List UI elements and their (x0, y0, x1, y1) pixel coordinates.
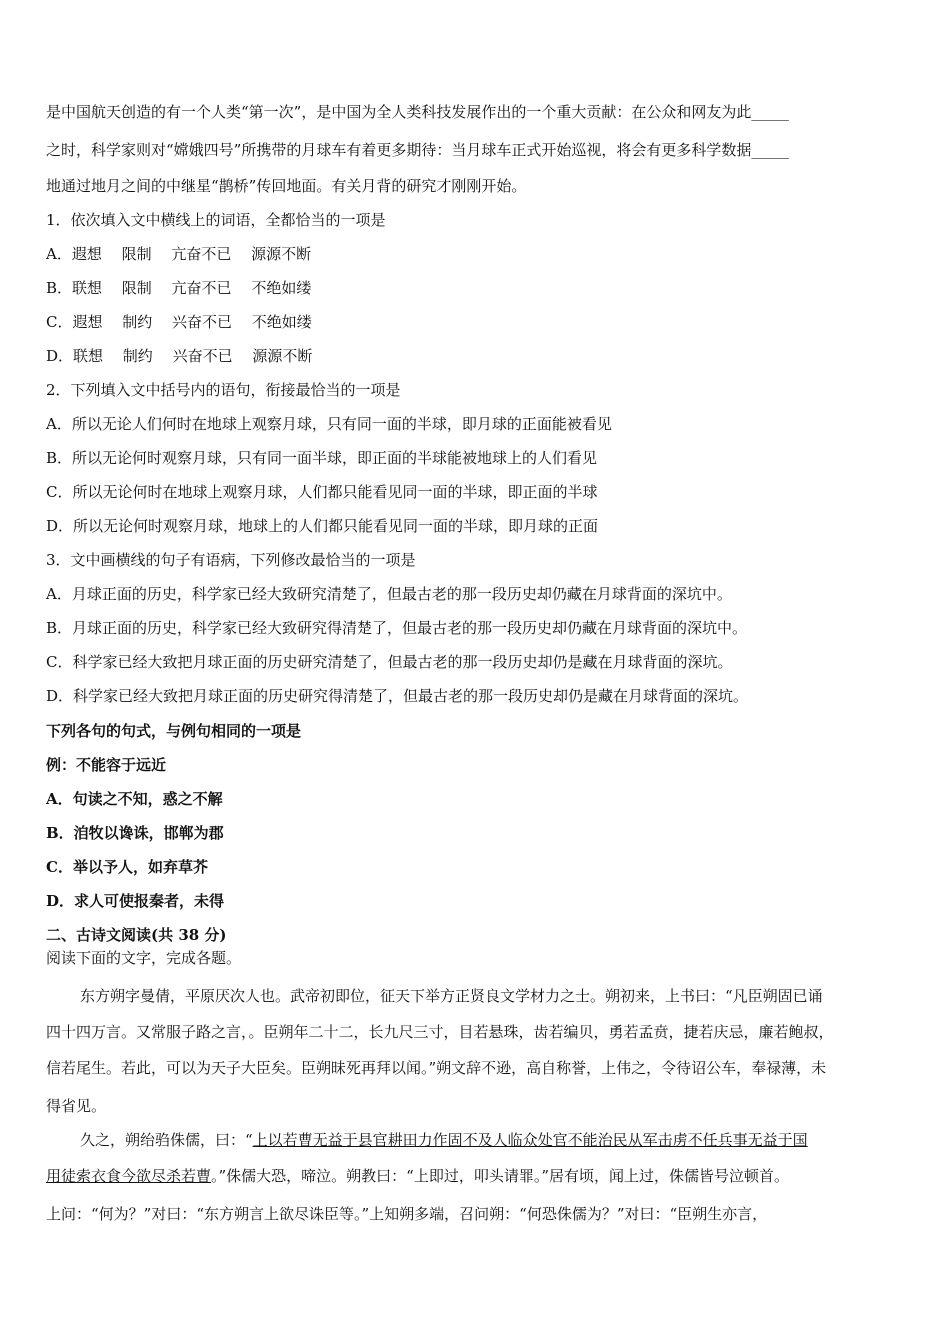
question-3-option-a: A．月球正面的历史，科学家已经大致研究清楚了，但最古老的那一段历史却仍藏在月球背面的深坑中。 (46, 585, 732, 603)
section-2-instruction: 阅读下面的文字，完成各题。 (46, 949, 242, 967)
classical-paragraph-1-line-3: 信若尾生。若此，可以为天子大臣矣。臣朔昧死再拜以闻。”朔文辞不逊，高自称誉，上伟之，令待诏公车，奉禄薄，未 (46, 1059, 827, 1077)
section-2-title: 二、古诗文阅读(共 38 分) (46, 926, 227, 944)
classical-paragraph-2-line-1 (80, 1130, 808, 1150)
question-2-option-a: A．所以无论人们何时在地球上观察月球，只有同一面的半球，即月球的正面能被看见 (46, 415, 612, 433)
question-4-option-c: C．举以予人，如弃草芥 (46, 858, 208, 876)
question-1-stem: 1．依次填入文中横线上的词语，全都恰当的一项是 (46, 211, 386, 229)
question-2-option-d: D．所以无论何时观察月球，地球上的人们都只能看见同一面的半球，即月球的正面 (46, 517, 599, 535)
passage-line-1: 是中国航天创造的有一个人类“第一次”，是中国为全人类科技发展作出的一个重大贡献：在公众和网友为此_____ (46, 103, 789, 121)
question-3-option-d: D．科学家已经大致把月球正面的历史研究得清楚了，但最古老的那一段历史却仍是藏在月球背面的深坑。 (46, 687, 749, 705)
classical-paragraph-1-line-1: 东方朔字曼倩，平原厌次人也。武帝初即位，征天下举方正贤良文学材力之士。朔初来，上书曰：“凡臣朔固已诵 (80, 987, 823, 1005)
question-3-option-c: C．科学家已经大致把月球正面的历史研究清楚了，但最古老的那一段历史却仍是藏在月球背面的深坑。 (46, 653, 733, 671)
question-4-option-d: D．求人可使报秦者，未得 (46, 892, 225, 910)
underlined-sentence-part-2: 用徒索衣食今欲尽杀若曹 (46, 1167, 212, 1185)
question-4-example: 例：不能容于远近 (46, 756, 167, 774)
question-4-stem: 下列各句的句式，与例句相同的一项是 (46, 722, 302, 740)
classical-paragraph-2-line-3: 上问：“何为？”对曰：“东方朔言上欲尽诛臣等。”上知朔多端，召问朔：“何恐侏儒为？”对曰：“臣朔生亦言， (46, 1205, 768, 1223)
question-1-option-a: A．遐想 限制 亢奋不已 源源不断 (46, 245, 312, 263)
question-4-option-b: B．洎牧以谗诛，邯郸为郡 (46, 824, 224, 842)
question-1-option-d: D．联想 制约 兴奋不已 源源不断 (46, 347, 313, 365)
classical-paragraph-1-line-4: 得省见。 (46, 1097, 107, 1115)
question-1-option-c: C．遐想 制约 兴奋不已 不绝如缕 (46, 313, 312, 331)
question-1-option-b: B．联想 限制 亢奋不已 不绝如缕 (46, 279, 312, 297)
question-4-option-a: A．句读之不知，惑之不解 (46, 790, 223, 808)
question-2-option-b: B．所以无论何时观察月球，只有同一面半球，即正面的半球能被地球上的人们看见 (46, 449, 598, 467)
underlined-sentence-part-1: 上以若曹无益于县官耕田力作固不及人临众处官不能治民从军击虏不任兵事无益于国 (252, 1131, 808, 1149)
question-3-option-b: B．月球正面的历史，科学家已经大致研究得清楚了，但最古老的那一段历史却仍藏在月球背面的深坑中。 (46, 619, 748, 637)
classical-paragraph-2-line-2 (46, 1166, 789, 1186)
question-3-stem: 3．文中画横线的句子有语病，下列修改最恰当的一项是 (46, 551, 416, 569)
passage-line-3: 地通过地月之间的中继星“鹊桥”传回地面。有关月背的研究才刚刚开始。 (46, 177, 527, 195)
classical-paragraph-2-line-2-rest: 。”侏儒大恐，啼泣。朔教曰：“上即过，叩头请罪。”居有顷，闻上过，侏儒皆号泣顿首。 (211, 1167, 790, 1185)
question-2-option-c: C．所以无论何时在地球上观察月球，人们都只能看见同一面的半球，即正面的半球 (46, 483, 598, 501)
passage-line-2: 之时，科学家则对“嫦娥四号”所携带的月球车有着更多期待：当月球车正式开始巡视，将会有更多科学数据_____ (46, 141, 789, 159)
classical-paragraph-1-line-2: 四十四万言。又常服子路之言，。臣朔年二十二，长九尺三寸，目若悬珠，齿若编贝，勇若孟贲，捷若庆忌，廉若鲍叔， (46, 1023, 834, 1041)
classical-paragraph-2-line-1-intro: 久之，朔绐驺侏儒，曰：“ (80, 1131, 253, 1149)
question-2-stem: 2．下列填入文中括号内的语句，衔接最恰当的一项是 (46, 381, 401, 399)
